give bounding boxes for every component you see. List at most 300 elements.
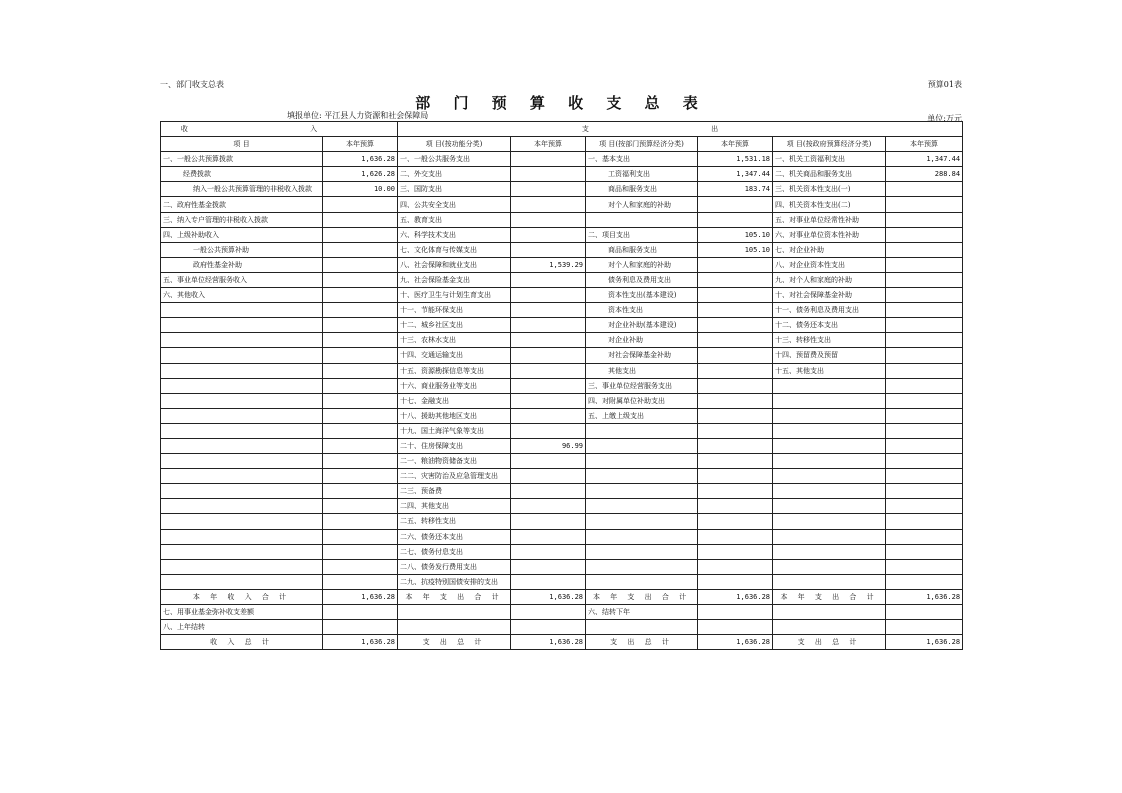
amount-cell — [886, 469, 963, 484]
item-cell: 三、国防支出 — [398, 182, 511, 197]
table-row — [161, 589, 963, 604]
item-cell — [586, 469, 698, 484]
item-cell: 八、社会保障和就业支出 — [398, 257, 511, 272]
table-row — [161, 152, 963, 167]
amount-cell — [323, 529, 398, 544]
col-header: 项 目(按部门预算经济分类) — [586, 137, 698, 152]
item-cell: 三、机关资本性支出(一) — [773, 182, 886, 197]
table-row — [161, 257, 963, 272]
item-cell: 六、科学技术支出 — [398, 227, 511, 242]
amount-cell — [323, 393, 398, 408]
amount-cell — [511, 272, 586, 287]
item-cell: 支 出 总 计 — [586, 635, 698, 650]
amount-cell — [323, 423, 398, 438]
amount-cell — [323, 559, 398, 574]
table-row — [161, 182, 963, 197]
amount-cell — [511, 197, 586, 212]
amount-cell — [323, 272, 398, 287]
item-cell — [586, 514, 698, 529]
item-cell — [773, 438, 886, 453]
amount-cell — [511, 529, 586, 544]
item-cell: 商品和服务支出 — [586, 242, 698, 257]
item-cell: 对个人和家庭的补助 — [586, 257, 698, 272]
amount-cell: 1,531.18 — [698, 152, 773, 167]
amount-cell — [511, 227, 586, 242]
amount-cell — [698, 620, 773, 635]
amount-cell — [698, 303, 773, 318]
amount-cell — [511, 167, 586, 182]
table-row — [161, 454, 963, 469]
table-row — [161, 574, 963, 589]
table-row — [161, 438, 963, 453]
item-cell — [161, 303, 323, 318]
amount-cell: 1,636.28 — [511, 589, 586, 604]
col-header: 项 目 — [161, 137, 323, 152]
item-cell: 十二、城乡社区支出 — [398, 318, 511, 333]
table-row — [161, 288, 963, 303]
item-cell: 四、对附属单位补助支出 — [586, 393, 698, 408]
item-cell — [586, 499, 698, 514]
amount-cell — [886, 197, 963, 212]
amount-cell — [886, 333, 963, 348]
item-cell: 二五、转移性支出 — [398, 514, 511, 529]
item-cell: 二八、债务发行费用支出 — [398, 559, 511, 574]
amount-cell — [698, 438, 773, 453]
amount-cell — [698, 469, 773, 484]
amount-cell — [698, 499, 773, 514]
item-cell: 八、对企业资本性支出 — [773, 257, 886, 272]
item-cell: 二一、粮油物资储备支出 — [398, 454, 511, 469]
item-cell: 经费拨款 — [161, 167, 323, 182]
amount-cell — [511, 393, 586, 408]
amount-cell — [698, 288, 773, 303]
table-row — [161, 514, 963, 529]
amount-cell — [323, 574, 398, 589]
item-cell: 支 出 总 计 — [773, 635, 886, 650]
amount-cell — [511, 348, 586, 363]
amount-cell — [886, 544, 963, 559]
amount-cell: 10.00 — [323, 182, 398, 197]
item-cell: 一、机关工资福利支出 — [773, 152, 886, 167]
amount-cell — [886, 529, 963, 544]
expense-header: 支 出 — [398, 122, 963, 137]
amount-cell — [323, 514, 398, 529]
amount-cell — [511, 499, 586, 514]
column-header-row — [161, 137, 963, 152]
amount-cell — [886, 559, 963, 574]
item-cell: 五、教育支出 — [398, 212, 511, 227]
item-cell: 十八、援助其他地区支出 — [398, 408, 511, 423]
item-cell: 本 年 收 入 合 计 — [161, 589, 323, 604]
amount-cell — [698, 257, 773, 272]
item-cell — [586, 559, 698, 574]
amount-cell — [511, 559, 586, 574]
amount-cell — [886, 363, 963, 378]
amount-cell — [323, 318, 398, 333]
item-cell: 二三、预备费 — [398, 484, 511, 499]
table-row — [161, 408, 963, 423]
amount-cell: 1,636.28 — [323, 635, 398, 650]
amount-cell: 1,636.28 — [323, 589, 398, 604]
item-cell — [586, 620, 698, 635]
item-cell: 一般公共预算补助 — [161, 242, 323, 257]
item-cell: 二七、债务付息支出 — [398, 544, 511, 559]
item-cell — [773, 514, 886, 529]
item-cell: 其他支出 — [586, 363, 698, 378]
amount-cell — [511, 484, 586, 499]
item-cell: 七、用事业基金弥补收支差额 — [161, 605, 323, 620]
amount-cell — [511, 288, 586, 303]
amount-cell: 1,347.44 — [698, 167, 773, 182]
amount-cell — [323, 544, 398, 559]
item-cell: 十九、国土海洋气象等支出 — [398, 423, 511, 438]
amount-cell — [886, 514, 963, 529]
amount-cell — [511, 152, 586, 167]
table-row — [161, 529, 963, 544]
amount-cell — [886, 454, 963, 469]
item-cell — [773, 454, 886, 469]
item-cell: 债务利息及费用支出 — [586, 272, 698, 287]
item-cell: 纳入一般公共预算管理的非税收入拨款 — [161, 182, 323, 197]
table-row — [161, 620, 963, 635]
item-cell — [161, 574, 323, 589]
amount-cell — [886, 348, 963, 363]
table-row — [161, 544, 963, 559]
table-row — [161, 272, 963, 287]
amount-cell — [698, 423, 773, 438]
amount-cell: 1,636.28 — [511, 635, 586, 650]
amount-cell — [323, 378, 398, 393]
amount-cell: 183.74 — [698, 182, 773, 197]
amount-cell — [886, 378, 963, 393]
item-cell: 九、社会保险基金支出 — [398, 272, 511, 287]
item-cell: 商品和服务支出 — [586, 182, 698, 197]
item-cell — [773, 423, 886, 438]
item-cell — [161, 559, 323, 574]
item-cell: 五、对事业单位经常性补助 — [773, 212, 886, 227]
item-cell — [586, 529, 698, 544]
amount-cell — [323, 303, 398, 318]
item-cell: 十、医疗卫生与计划生育支出 — [398, 288, 511, 303]
item-cell — [773, 559, 886, 574]
item-cell — [773, 393, 886, 408]
amount-cell: 1,636.28 — [698, 635, 773, 650]
table-row — [161, 212, 963, 227]
col-header: 本年预算 — [886, 137, 963, 152]
table-row — [161, 167, 963, 182]
amount-cell — [886, 212, 963, 227]
item-cell — [161, 318, 323, 333]
item-cell: 二九、抗疫特别国债安排的支出 — [398, 574, 511, 589]
item-cell — [773, 620, 886, 635]
item-cell — [161, 499, 323, 514]
item-cell: 本 年 支 出 合 计 — [586, 589, 698, 604]
amount-cell — [511, 514, 586, 529]
amount-cell — [698, 454, 773, 469]
item-cell — [161, 529, 323, 544]
amount-cell — [698, 348, 773, 363]
item-cell: 九、对个人和家庭的补助 — [773, 272, 886, 287]
amount-cell — [886, 408, 963, 423]
amount-cell: 1,636.28 — [886, 589, 963, 604]
amount-cell — [323, 288, 398, 303]
amount-cell — [886, 242, 963, 257]
item-cell — [161, 454, 323, 469]
item-cell: 二、政府性基金拨款 — [161, 197, 323, 212]
amount-cell — [886, 303, 963, 318]
amount-cell — [511, 423, 586, 438]
amount-cell — [511, 363, 586, 378]
item-cell — [586, 484, 698, 499]
amount-cell — [511, 605, 586, 620]
item-cell: 资本性支出 — [586, 303, 698, 318]
table-row — [161, 227, 963, 242]
item-cell: 六、其他收入 — [161, 288, 323, 303]
amount-cell: 105.10 — [698, 227, 773, 242]
table-row — [161, 242, 963, 257]
table-row — [161, 348, 963, 363]
amount-cell — [511, 212, 586, 227]
amount-cell — [886, 423, 963, 438]
item-cell — [161, 469, 323, 484]
item-cell: 二、项目支出 — [586, 227, 698, 242]
item-cell — [161, 484, 323, 499]
item-cell — [161, 423, 323, 438]
amount-cell — [511, 469, 586, 484]
table-row — [161, 423, 963, 438]
amount-cell — [323, 605, 398, 620]
amount-cell — [698, 514, 773, 529]
table-row — [161, 484, 963, 499]
item-cell: 十三、农林水支出 — [398, 333, 511, 348]
amount-cell: 1,636.28 — [698, 589, 773, 604]
amount-cell — [323, 227, 398, 242]
amount-cell — [511, 182, 586, 197]
amount-cell: 288.84 — [886, 167, 963, 182]
col-header: 本年预算 — [698, 137, 773, 152]
item-cell: 六、对事业单位资本性补助 — [773, 227, 886, 242]
amount-cell — [886, 438, 963, 453]
amount-cell — [323, 363, 398, 378]
item-cell — [161, 514, 323, 529]
table-row — [161, 559, 963, 574]
amount-cell — [323, 333, 398, 348]
amount-cell — [886, 605, 963, 620]
item-cell — [586, 212, 698, 227]
item-cell — [161, 333, 323, 348]
item-cell: 支 出 总 计 — [398, 635, 511, 650]
amount-cell — [886, 257, 963, 272]
section-header-row — [161, 122, 963, 137]
item-cell: 五、上缴上级支出 — [586, 408, 698, 423]
item-cell: 四、公共安全支出 — [398, 197, 511, 212]
item-cell: 十一、债务利息及费用支出 — [773, 303, 886, 318]
item-cell: 二十、住房保障支出 — [398, 438, 511, 453]
amount-cell — [886, 182, 963, 197]
table-row — [161, 378, 963, 393]
item-cell: 十、对社会保障基金补助 — [773, 288, 886, 303]
item-cell: 七、文化体育与传媒支出 — [398, 242, 511, 257]
item-cell: 本 年 支 出 合 计 — [398, 589, 511, 604]
item-cell — [773, 469, 886, 484]
amount-cell — [323, 484, 398, 499]
amount-cell — [886, 574, 963, 589]
amount-cell — [698, 544, 773, 559]
amount-cell — [886, 227, 963, 242]
table-number-label: 一、部门收支总表 — [160, 80, 224, 89]
item-cell — [161, 544, 323, 559]
amount-cell: 105.10 — [698, 242, 773, 257]
item-cell — [773, 499, 886, 514]
amount-cell — [323, 499, 398, 514]
amount-cell — [886, 318, 963, 333]
item-cell — [773, 484, 886, 499]
item-cell: 二六、债务还本支出 — [398, 529, 511, 544]
table-row — [161, 499, 963, 514]
item-cell — [773, 544, 886, 559]
item-cell: 二、机关商品和服务支出 — [773, 167, 886, 182]
item-cell — [161, 363, 323, 378]
item-cell: 对企业补助(基本建设) — [586, 318, 698, 333]
amount-cell — [698, 529, 773, 544]
amount-cell — [323, 257, 398, 272]
amount-cell — [698, 333, 773, 348]
income-header: 收 入 — [161, 122, 398, 137]
amount-cell — [511, 454, 586, 469]
currency-unit: 单位:万元 — [927, 114, 962, 123]
table-row — [161, 363, 963, 378]
amount-cell — [511, 574, 586, 589]
item-cell: 四、上级补助收入 — [161, 227, 323, 242]
item-cell: 一、一般公共服务支出 — [398, 152, 511, 167]
item-cell: 对企业补助 — [586, 333, 698, 348]
item-cell — [773, 408, 886, 423]
item-cell: 十五、其他支出 — [773, 363, 886, 378]
amount-cell — [511, 333, 586, 348]
item-cell — [161, 393, 323, 408]
table-row — [161, 303, 963, 318]
item-cell — [773, 378, 886, 393]
amount-cell — [886, 499, 963, 514]
item-cell: 工资福利支出 — [586, 167, 698, 182]
item-cell: 十三、转移性支出 — [773, 333, 886, 348]
item-cell: 三、事业单位经营服务支出 — [586, 378, 698, 393]
table-row — [161, 318, 963, 333]
amount-cell — [698, 212, 773, 227]
amount-cell — [698, 393, 773, 408]
item-cell: 十七、金融支出 — [398, 393, 511, 408]
item-cell: 十四、预留费及预留 — [773, 348, 886, 363]
item-cell — [161, 378, 323, 393]
item-cell: 十六、商业服务业等支出 — [398, 378, 511, 393]
amount-cell — [511, 378, 586, 393]
item-cell: 资本性支出(基本建设) — [586, 288, 698, 303]
item-cell: 五、事业单位经营服务收入 — [161, 272, 323, 287]
amount-cell — [886, 393, 963, 408]
amount-cell — [698, 272, 773, 287]
col-header: 本年预算 — [323, 137, 398, 152]
amount-cell — [323, 212, 398, 227]
amount-cell — [511, 303, 586, 318]
item-cell: 十一、节能环保支出 — [398, 303, 511, 318]
item-cell: 政府性基金补助 — [161, 257, 323, 272]
amount-cell — [511, 620, 586, 635]
item-cell — [586, 574, 698, 589]
amount-cell — [511, 242, 586, 257]
item-cell: 一、基本支出 — [586, 152, 698, 167]
item-cell — [586, 423, 698, 438]
item-cell: 三、纳入专户管理的非税收入拨款 — [161, 212, 323, 227]
amount-cell — [886, 288, 963, 303]
item-cell: 收 入 总 计 — [161, 635, 323, 650]
item-cell — [161, 438, 323, 453]
table-row — [161, 635, 963, 650]
amount-cell — [323, 454, 398, 469]
amount-cell: 1,636.28 — [886, 635, 963, 650]
amount-cell — [323, 408, 398, 423]
item-cell — [586, 544, 698, 559]
amount-cell — [886, 620, 963, 635]
amount-cell — [698, 408, 773, 423]
item-cell: 二、外交支出 — [398, 167, 511, 182]
amount-cell — [323, 469, 398, 484]
amount-cell — [323, 348, 398, 363]
item-cell: 二二、灾害防治及应急管理支出 — [398, 469, 511, 484]
table-row — [161, 393, 963, 408]
item-cell: 四、机关资本性支出(二) — [773, 197, 886, 212]
amount-cell — [511, 544, 586, 559]
amount-cell: 96.99 — [511, 438, 586, 453]
item-cell: 二四、其他支出 — [398, 499, 511, 514]
amount-cell — [698, 318, 773, 333]
table-row — [161, 469, 963, 484]
amount-cell — [323, 438, 398, 453]
form-code-label: 预算01表 — [927, 80, 962, 89]
item-cell: 六、结转下年 — [586, 605, 698, 620]
amount-cell — [698, 197, 773, 212]
budget-summary-table — [160, 121, 963, 650]
item-cell — [773, 605, 886, 620]
amount-cell — [698, 378, 773, 393]
amount-cell — [698, 484, 773, 499]
item-cell: 十四、交通运输支出 — [398, 348, 511, 363]
item-cell: 八、上年结转 — [161, 620, 323, 635]
amount-cell: 1,626.28 — [323, 167, 398, 182]
amount-cell — [511, 318, 586, 333]
amount-cell: 1,347.44 — [886, 152, 963, 167]
amount-cell — [511, 408, 586, 423]
page-title: 部 门 预 算 收 支 总 表 — [415, 94, 707, 112]
item-cell — [586, 438, 698, 453]
item-cell — [773, 574, 886, 589]
col-header: 项 目(按功能分类) — [398, 137, 511, 152]
item-cell: 本 年 支 出 合 计 — [773, 589, 886, 604]
item-cell — [161, 408, 323, 423]
table-row — [161, 333, 963, 348]
amount-cell: 1,636.28 — [323, 152, 398, 167]
amount-cell — [323, 242, 398, 257]
amount-cell — [698, 605, 773, 620]
amount-cell — [323, 620, 398, 635]
item-cell: 七、对企业补助 — [773, 242, 886, 257]
item-cell — [398, 605, 511, 620]
item-cell: 对个人和家庭的补助 — [586, 197, 698, 212]
col-header: 项 目(按政府预算经济分类) — [773, 137, 886, 152]
item-cell: 十二、债务还本支出 — [773, 318, 886, 333]
amount-cell — [886, 484, 963, 499]
reporting-unit: 填报单位: 平江县人力资源和社会保障局 — [287, 111, 429, 120]
amount-cell — [886, 272, 963, 287]
